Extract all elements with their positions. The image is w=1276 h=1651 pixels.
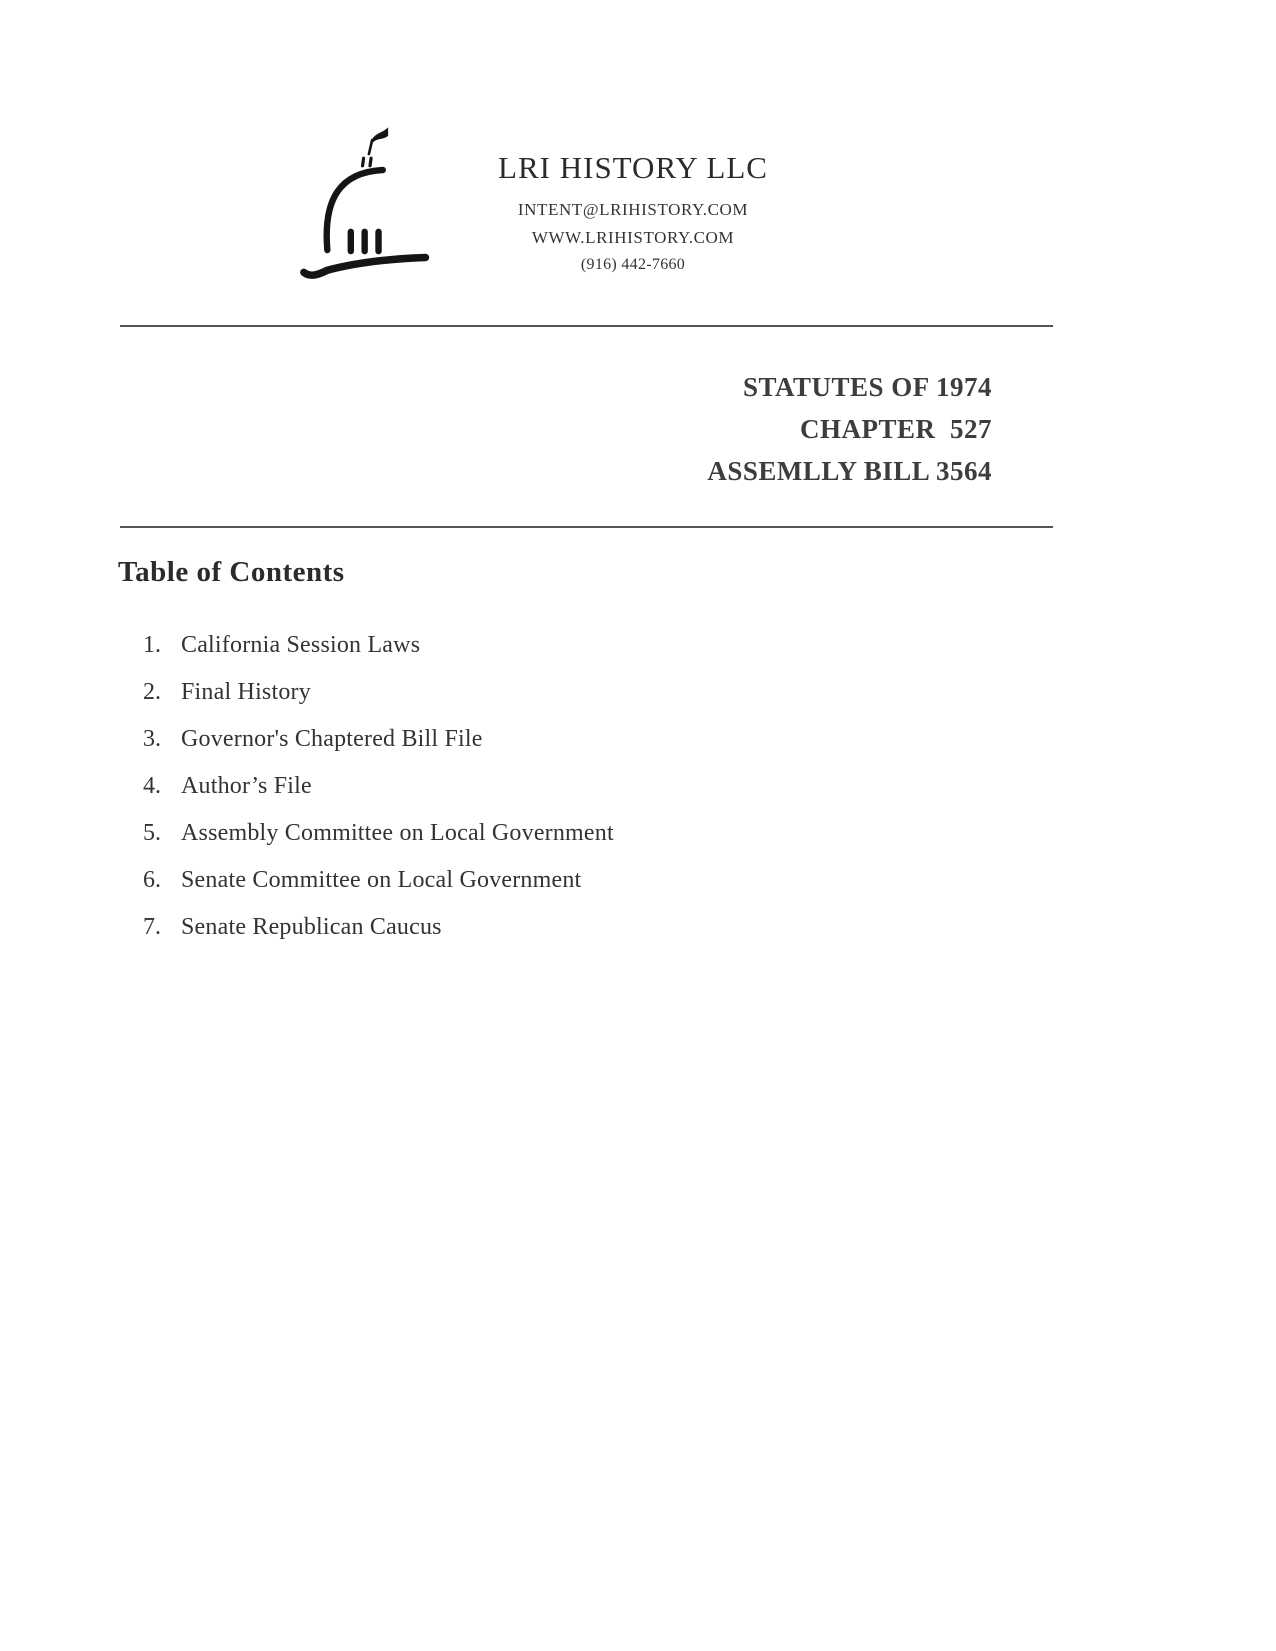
company-website: WWW.LRIHISTORY.COM xyxy=(531,228,735,247)
company-phone: (916) 442-7660 xyxy=(580,256,686,273)
toc-item-number: 6. xyxy=(143,867,161,893)
toc-item-number: 5. xyxy=(143,820,161,846)
document-header xyxy=(295,122,783,282)
assembly-bill-line: ASSEMLLY BILL 3564 xyxy=(707,456,992,486)
toc-item xyxy=(143,904,614,951)
toc-item-label: Senate Republican Caucus xyxy=(181,914,442,940)
divider-top xyxy=(120,325,1053,327)
toc-item xyxy=(143,857,614,904)
toc-item-number: 2. xyxy=(143,679,161,705)
toc-item-label: Final History xyxy=(181,679,311,705)
chapter-line: CHAPTER 527 xyxy=(799,414,992,444)
toc-item xyxy=(143,669,614,716)
company-email: INTENT@LRIHISTORY.COM xyxy=(517,200,749,219)
toc-item xyxy=(143,716,614,763)
statutes-line: STATUTES OF 1974 xyxy=(742,372,992,402)
toc-item xyxy=(143,810,614,857)
toc-item-label: Governor's Chaptered Bill File xyxy=(181,726,483,752)
toc-item xyxy=(143,763,614,810)
toc-item-label: Assembly Committee on Local Government xyxy=(181,820,614,846)
toc-item-number: 1. xyxy=(143,632,161,658)
toc-item xyxy=(143,622,614,669)
capitol-dome-logo-icon xyxy=(295,122,445,282)
company-name: LRI HISTORY LLC xyxy=(498,150,768,185)
toc-item-label: Author’s File xyxy=(181,773,312,799)
toc-item-label: California Session Laws xyxy=(181,632,421,658)
toc-item-number: 4. xyxy=(143,773,161,799)
toc-heading: Table of Contents xyxy=(118,556,345,588)
company-contact-block xyxy=(483,150,783,274)
toc-item-label: Senate Committee on Local Government xyxy=(181,867,582,893)
statute-title-block xyxy=(120,366,992,492)
divider-bottom xyxy=(120,526,1053,528)
toc-item-number: 3. xyxy=(143,726,161,752)
toc-list xyxy=(143,622,614,951)
toc-item-number: 7. xyxy=(143,914,161,940)
